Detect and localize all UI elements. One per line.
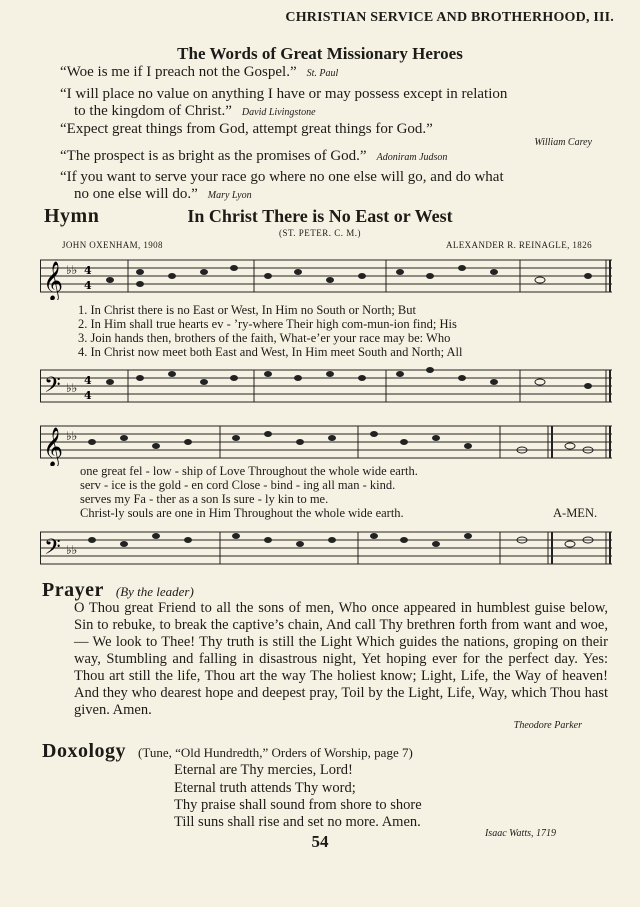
doxology-heading bbox=[42, 740, 413, 763]
svg-text:♭♭: ♭♭ bbox=[66, 429, 78, 443]
svg-text:4: 4 bbox=[84, 279, 92, 292]
quote-author: Mary Lyon bbox=[207, 190, 252, 201]
doxology-label: Doxology bbox=[42, 740, 126, 762]
music-staff-bass-2 bbox=[40, 524, 612, 572]
quote-text: “Woe is me if I preach not the Gospel.” bbox=[60, 64, 297, 80]
prayer-note: (By the leader) bbox=[115, 584, 194, 599]
svg-text:𝄢: 𝄢 bbox=[44, 535, 61, 565]
quote-author: William Carey bbox=[534, 137, 592, 148]
doxology-line-2: Eternal truth attends Thy word; bbox=[174, 780, 356, 796]
doxology-line-1: Eternal are Thy mercies, Lord! bbox=[174, 762, 353, 778]
quote-text: to the kingdom of Christ.” bbox=[74, 103, 232, 119]
svg-text:♭♭: ♭♭ bbox=[66, 381, 78, 395]
hymn-tune: (ST. PETER. C. M.) bbox=[278, 228, 362, 238]
doxology-author: Isaac Watts, 1719 bbox=[484, 828, 556, 839]
page-header: CHRISTIAN SERVICE AND BROTHERHOOD, III. bbox=[285, 10, 614, 25]
svg-text:𝄞: 𝄞 bbox=[43, 261, 64, 300]
quote-5 bbox=[60, 169, 616, 204]
doxology-note: (Tune, “Old Hundredth,” Orders of Worship, page 7) bbox=[138, 745, 413, 760]
doxology-line-3: Thy praise shall sound from shore to shore bbox=[174, 797, 422, 813]
quote-3 bbox=[60, 121, 616, 138]
quote-2 bbox=[60, 86, 616, 121]
hymn-label: Hymn bbox=[44, 205, 100, 227]
quotes-title: The Words of Great Missionary Heroes bbox=[177, 44, 463, 63]
music-staff-treble-1 bbox=[40, 252, 612, 300]
hymn-composer: ALEXANDER R. REINAGLE, 1826 bbox=[445, 240, 592, 250]
quote-4 bbox=[60, 148, 616, 166]
page-number: 54 bbox=[311, 832, 329, 851]
quote-author: David Livingstone bbox=[241, 107, 316, 118]
quote-text: “If you want to serve your race go where no one else will go, and do what bbox=[60, 169, 504, 185]
svg-text:♭♭: ♭♭ bbox=[66, 543, 78, 557]
verse-line-7: serves my Fa - ther as a son Is sure - ly kin to me. bbox=[80, 492, 329, 506]
prayer-text: O Thou great Friend to all the sons of men, Who once appeared in humblest guise below, Sin to rebuke, to break the captive’s chain, And call Thy brethren forth from want and woe,— We look to Thee! Thy truth is still the Light Which guides the nations, groping on their way, Stumbling and falling in disastrous night, Yet hoping ever for the perfect day. Yes: Thou art still the life, Thou art the way The holiest know; Light, Life, the Way of heaven! And they who dearest hope and deepest pray, Toil by the Light, Life, Way, which Thou hast given. Amen. bbox=[74, 600, 608, 718]
verse-line-8: Christ-ly souls are one in Him Throughout the whole wide earth. bbox=[80, 506, 404, 520]
quote-text: “I will place no value on anything I have or may possess except in relation bbox=[60, 86, 508, 102]
music-staff-treble-2 bbox=[40, 418, 612, 466]
verse-line-6: serv - ice is the gold - en cord Close - bind - ing all man - kind. bbox=[80, 478, 396, 492]
verse-line-5: one great fel - low - ship of Love Throughout the whole wide earth. bbox=[80, 464, 418, 478]
svg-text:𝄢: 𝄢 bbox=[44, 373, 61, 403]
hymn-author: JOHN OXENHAM, 1908 bbox=[62, 240, 163, 250]
svg-text:𝄞: 𝄞 bbox=[43, 427, 64, 466]
svg-text:4: 4 bbox=[84, 264, 92, 277]
quote-1 bbox=[60, 64, 616, 82]
prayer-heading bbox=[42, 579, 194, 602]
quote-text: “Expect great things from God, attempt great things for God.” bbox=[60, 121, 433, 137]
music-staff-bass-1 bbox=[40, 362, 612, 410]
svg-text:♭♭: ♭♭ bbox=[66, 263, 78, 277]
quote-author: Adoniram Judson bbox=[376, 152, 448, 163]
verse-line-1: 1. In Christ there is no East or West, In Him no South or North; But bbox=[78, 303, 416, 317]
quote-text: “The prospect is as bright as the promises of God.” bbox=[60, 148, 367, 164]
doxology-line-4: Till suns shall rise and set no more. Amen. bbox=[174, 814, 421, 830]
quote-text: no one else will do.” bbox=[74, 186, 198, 202]
verse-line-2: 2. In Him shall true hearts ev - ’ry-where Their high com-mun-ion find; His bbox=[78, 317, 457, 331]
svg-text:4: 4 bbox=[84, 374, 92, 387]
svg-text:4: 4 bbox=[84, 389, 92, 402]
amen-label: A-MEN. bbox=[553, 506, 598, 520]
prayer-author: Theodore Parker bbox=[513, 720, 582, 731]
quote-author: St. Paul bbox=[306, 68, 339, 79]
prayer-label: Prayer bbox=[42, 579, 104, 601]
verse-line-3: 3. Join hands then, brothers of the faith, What-e’er your race may be: Who bbox=[78, 331, 451, 345]
hymn-title: In Christ There is No East or West bbox=[187, 206, 453, 226]
verse-line-4: 4. In Christ now meet both East and West, In Him meet South and North; All bbox=[78, 345, 463, 359]
